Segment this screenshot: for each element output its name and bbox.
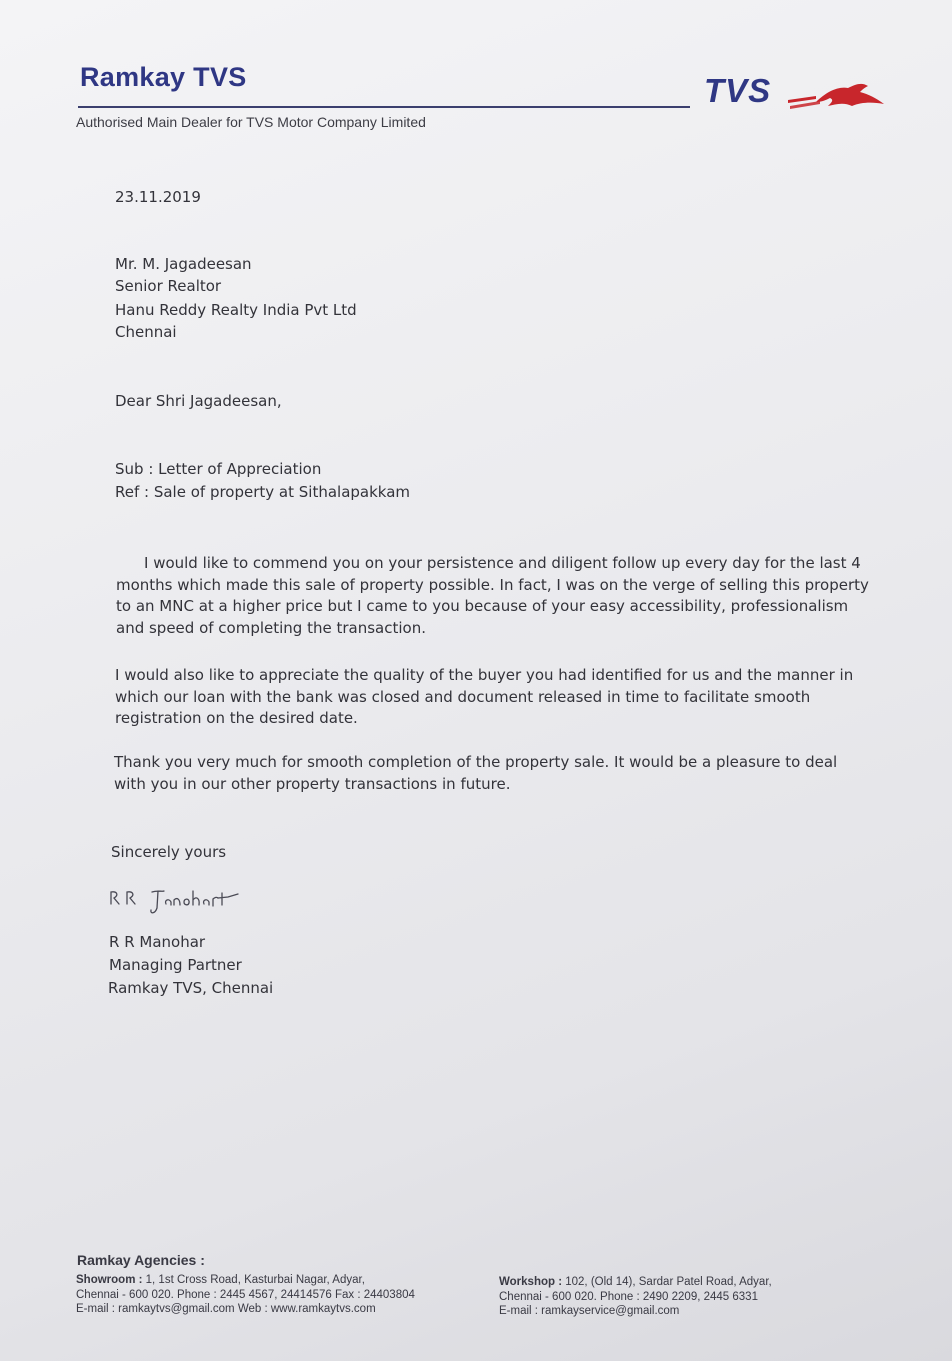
showroom-line-1 bbox=[76, 1273, 415, 1288]
showroom-label: Showroom : bbox=[76, 1274, 143, 1286]
company-name: Ramkay TVS bbox=[80, 62, 247, 92]
recipient-title: Senior Realtor bbox=[115, 277, 222, 295]
salutation: Dear Shri Jagadeesan, bbox=[115, 392, 282, 410]
horse-logo-icon bbox=[786, 80, 886, 110]
signatory-name: R R Manohar bbox=[109, 933, 206, 951]
header-rule bbox=[78, 106, 690, 108]
body-paragraph-2: I would also like to appreciate the quality of the buyer you had identified for us and the manner in which our loan with the bank was closed and document released in time to facilitate smooth registration on the desired date. bbox=[115, 666, 854, 727]
showroom-line-3: E-mail : ramkaytvs@gmail.com Web : www.ramkaytvs.com bbox=[76, 1303, 376, 1315]
footer-title: Ramkay Agencies : bbox=[77, 1252, 205, 1268]
letter-date: 23.11.2019 bbox=[115, 188, 201, 206]
closing: Sincerely yours bbox=[111, 843, 227, 861]
company-tagline: Authorised Main Dealer for TVS Motor Company Limited bbox=[76, 114, 426, 130]
reference-line: Ref : Sale of property at Sithalapakkam bbox=[115, 483, 411, 501]
footer-showroom bbox=[76, 1273, 415, 1317]
recipient-company: Hanu Reddy Realty India Pvt Ltd bbox=[115, 301, 357, 319]
workshop-line-1 bbox=[499, 1275, 772, 1290]
signatory-company: Ramkay TVS, Chennai bbox=[108, 979, 274, 997]
workshop-address: 102, (Old 14), Sardar Patel Road, Adyar, bbox=[562, 1276, 772, 1288]
workshop-line-3: E-mail : ramkayservice@gmail.com bbox=[499, 1305, 680, 1317]
showroom-address: 1, 1st Cross Road, Kasturbai Nagar, Adyar, bbox=[142, 1274, 365, 1286]
body-paragraph-3: Thank you very much for smooth completion of the property sale. It would be a pleasure to deal with you in our other property transactions in future. bbox=[114, 753, 838, 793]
body-paragraph-1: I would like to commend you on your persistence and diligent follow up every day for the last 4 months which made this sale of property possible. In fact, I was on the verge of selling this property to an MNC at a higher price but I came to you because of your easy accessibility, professionalism and speed of completing the transaction. bbox=[116, 554, 869, 637]
signature bbox=[108, 884, 248, 920]
footer-workshop bbox=[499, 1275, 772, 1319]
signatory-title: Managing Partner bbox=[109, 956, 242, 974]
tvs-logo: TVS bbox=[704, 72, 772, 109]
recipient-name: Mr. M. Jagadeesan bbox=[115, 255, 252, 273]
showroom-line-2: Chennai - 600 020. Phone : 2445 4567, 24414576 Fax : 24403804 bbox=[76, 1288, 415, 1301]
workshop-line-2: Chennai - 600 020. Phone : 2490 2209, 2445 6331 bbox=[499, 1290, 758, 1303]
workshop-label: Workshop : bbox=[499, 1276, 563, 1288]
recipient-city: Chennai bbox=[115, 323, 177, 341]
subject-line: Sub : Letter of Appreciation bbox=[115, 460, 322, 478]
